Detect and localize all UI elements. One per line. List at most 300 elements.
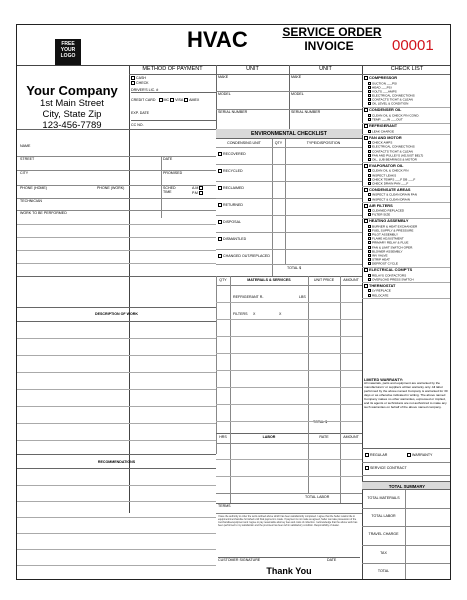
regular-checkbox[interactable] bbox=[365, 453, 369, 457]
col-divider bbox=[272, 139, 273, 276]
write-line[interactable] bbox=[17, 501, 216, 502]
signature-label: CUSTOMER SIGNATURE bbox=[218, 558, 261, 562]
work-to-perform-field[interactable]: WORK TO BE PERFORMED bbox=[20, 211, 67, 215]
write-line[interactable] bbox=[17, 423, 216, 424]
pm-checkbox[interactable] bbox=[199, 191, 203, 195]
item-checkbox[interactable] bbox=[368, 289, 371, 292]
materials-qty-head: QTY bbox=[219, 278, 227, 282]
checklist-item-label: CLEANED REPLACED bbox=[372, 208, 405, 213]
checklist-section bbox=[364, 124, 397, 128]
invoice-number: 00001 bbox=[392, 37, 434, 54]
checklist-item bbox=[368, 262, 398, 266]
warranty-label: WARRANTY bbox=[412, 453, 433, 457]
checklist-section bbox=[364, 188, 411, 192]
mc-label: MC bbox=[163, 98, 170, 102]
row-line bbox=[216, 249, 362, 250]
item-checkbox[interactable] bbox=[368, 258, 371, 261]
row-line bbox=[216, 264, 362, 265]
warranty-text: All materials, parts and equipment are warranted by the manufacturers' or suppliers written warranty only. All labor performed by the above named Company is warranted for 30 days or as otherwise indicated in writing. The above named Company makes no other warranties, expressed or implied, and its agents or technicians are not authorized to make any such warranties on behalf of the above named company. bbox=[364, 381, 448, 409]
write-line[interactable] bbox=[17, 237, 216, 238]
checklist-item-label: OIL LEVEL & CONDITION bbox=[372, 101, 409, 106]
payment-check bbox=[131, 81, 149, 85]
row-line[interactable] bbox=[216, 370, 362, 371]
am-option bbox=[192, 186, 204, 190]
unit1-make[interactable]: MAKE bbox=[218, 75, 229, 79]
summary-value-field[interactable] bbox=[406, 526, 451, 544]
write-line[interactable] bbox=[17, 565, 216, 566]
item-checkbox[interactable] bbox=[368, 82, 371, 85]
col-divider bbox=[161, 156, 162, 218]
checklist-section bbox=[364, 164, 403, 168]
company-block bbox=[17, 83, 127, 131]
amex-checkbox[interactable] bbox=[184, 98, 188, 102]
technician-field[interactable]: TECHNICIAN bbox=[20, 199, 42, 203]
cash-checkbox[interactable] bbox=[131, 76, 135, 80]
env-col-service: CONDENSING UNIT bbox=[227, 141, 261, 145]
summary-value-field[interactable] bbox=[406, 490, 451, 508]
labor-hrs-head: HRS bbox=[219, 435, 227, 439]
write-line[interactable] bbox=[17, 485, 216, 486]
row-line[interactable] bbox=[216, 459, 362, 460]
row-line[interactable] bbox=[216, 421, 362, 422]
write-line[interactable] bbox=[17, 372, 216, 373]
pm-option bbox=[192, 191, 204, 195]
item-checkbox[interactable] bbox=[368, 225, 371, 228]
checklist-item-label: INV VALVE bbox=[372, 253, 388, 257]
item-checkbox[interactable] bbox=[368, 182, 371, 185]
credit-card-label: CREDIT CARD bbox=[131, 98, 156, 102]
item-checkbox[interactable] bbox=[368, 169, 371, 172]
item-checkbox[interactable] bbox=[368, 237, 371, 240]
item-checkbox[interactable] bbox=[368, 254, 371, 257]
checklist-head: CHECK LIST bbox=[390, 66, 424, 72]
row-line bbox=[17, 198, 216, 199]
env-checkbox[interactable] bbox=[218, 237, 222, 241]
checklist-section-title: CONDENSATE AREAS bbox=[369, 186, 411, 192]
checklist-item bbox=[368, 130, 394, 134]
filters-row: FILTERS bbox=[233, 312, 248, 316]
row-line bbox=[216, 164, 362, 165]
item-checkbox[interactable] bbox=[368, 246, 371, 249]
unit2-model[interactable]: MODEL bbox=[291, 92, 304, 96]
description-head: DESCRIPTION OF WORK bbox=[95, 312, 138, 316]
item-checkbox[interactable] bbox=[368, 145, 371, 148]
env-row bbox=[218, 152, 246, 156]
summary-value-field[interactable] bbox=[406, 508, 451, 526]
item-checkbox[interactable] bbox=[368, 174, 371, 177]
item-checkbox[interactable] bbox=[368, 141, 371, 144]
env-row bbox=[218, 237, 246, 241]
row-line bbox=[17, 454, 216, 455]
item-checkbox[interactable] bbox=[368, 114, 371, 117]
item-checkbox[interactable] bbox=[368, 213, 371, 216]
write-line[interactable] bbox=[17, 549, 216, 550]
row-line bbox=[216, 493, 362, 494]
checklist-item-label: CHECK AMPS bbox=[372, 140, 393, 145]
env-row bbox=[218, 169, 243, 173]
promised-field[interactable]: PROMISED bbox=[163, 171, 183, 175]
item-checkbox[interactable] bbox=[368, 241, 371, 244]
row-line bbox=[17, 156, 216, 157]
warranty-block bbox=[364, 378, 450, 410]
doc-title-service-order: SERVICE ORDER bbox=[282, 25, 382, 39]
row-line bbox=[17, 307, 216, 308]
regular-label: REGULAR bbox=[370, 453, 388, 457]
checklist-section-title: AIR FILTERS bbox=[369, 202, 393, 208]
env-row-label: RETURNED bbox=[223, 203, 243, 207]
env-row-label: RECLAIMED bbox=[223, 186, 244, 190]
checklist-item-label: FLAME ADJUSTMENT bbox=[372, 236, 404, 241]
summary-head: TOTAL SUMMARY bbox=[362, 481, 451, 490]
unit-head-1: UNIT bbox=[246, 66, 259, 72]
checklist-section bbox=[364, 219, 408, 223]
env-head: ENVIRONMENTAL CHECKLIST bbox=[216, 129, 362, 139]
write-line[interactable] bbox=[17, 533, 216, 534]
page-title: HVAC bbox=[187, 27, 248, 52]
env-total: TOTAL $ bbox=[287, 266, 302, 270]
env-checkbox[interactable] bbox=[218, 254, 222, 258]
row-line bbox=[216, 215, 362, 216]
col-divider bbox=[230, 276, 231, 433]
item-checkbox[interactable] bbox=[368, 250, 371, 253]
write-line[interactable] bbox=[17, 389, 216, 390]
checklist-item-label: PRIMARY RELAY & FLUE bbox=[372, 240, 409, 245]
checklist-item-label: CHECK DRAIN PAN ___F bbox=[372, 181, 409, 185]
checklist-item bbox=[368, 294, 388, 298]
item-checkbox[interactable] bbox=[368, 262, 371, 265]
summary-value-field[interactable] bbox=[406, 563, 451, 580]
signature-date-label: DATE bbox=[327, 558, 337, 562]
env-row bbox=[218, 203, 243, 207]
sched-time-label: SCHED TIME bbox=[163, 186, 176, 195]
materials-total: TOTAL $ bbox=[313, 420, 328, 424]
checklist-item-label: CONTACTS TIGHT & CLEAN bbox=[372, 97, 413, 102]
item-checkbox[interactable] bbox=[368, 98, 371, 101]
checklist-section bbox=[364, 108, 401, 112]
unit2-serial[interactable]: SERIAL NUMBER bbox=[291, 110, 321, 114]
env-row-label: RECYCLED bbox=[223, 169, 243, 173]
service-contract-option bbox=[365, 466, 407, 470]
item-checkbox[interactable] bbox=[368, 193, 371, 196]
row-line[interactable] bbox=[216, 476, 362, 477]
item-checkbox[interactable] bbox=[368, 90, 371, 93]
checklist-section bbox=[364, 204, 393, 208]
write-line[interactable] bbox=[17, 224, 216, 225]
env-checkbox[interactable] bbox=[218, 152, 222, 156]
amex-label: AMEX bbox=[189, 98, 200, 102]
write-line[interactable] bbox=[17, 338, 216, 339]
item-checkbox[interactable] bbox=[368, 294, 371, 297]
item-checkbox[interactable] bbox=[368, 229, 371, 232]
row-line[interactable] bbox=[216, 404, 362, 405]
summary-label: TOTAL MATERIALS bbox=[367, 496, 400, 500]
checklist-section bbox=[364, 136, 402, 140]
item-checkbox[interactable] bbox=[368, 278, 371, 281]
env-col-qty: QTY bbox=[274, 141, 283, 145]
checklist-item-label: DEFROST CYCLE bbox=[372, 261, 398, 266]
checklist-item-label: CLEAN OIL & CHECK FIN COND. bbox=[372, 113, 420, 118]
checklist-section bbox=[364, 268, 412, 272]
item-checkbox[interactable] bbox=[368, 130, 371, 133]
row-line bbox=[17, 129, 129, 130]
logo-line: FREE bbox=[61, 41, 75, 47]
item-checkbox[interactable] bbox=[368, 154, 371, 157]
labor-amount-head: AMOUNT bbox=[343, 435, 359, 439]
item-checkbox[interactable] bbox=[368, 198, 371, 201]
check-checkbox[interactable] bbox=[131, 81, 135, 85]
section-checkbox[interactable] bbox=[364, 284, 368, 288]
checklist-section-title: EVAPORATOR OIL bbox=[369, 162, 404, 168]
cc-no-field[interactable]: CC NO. bbox=[131, 123, 144, 127]
checklist-item-label: FILTER SIZE bbox=[372, 212, 391, 217]
name-field[interactable]: NAME bbox=[20, 144, 31, 148]
row-line[interactable] bbox=[216, 387, 362, 388]
date-field[interactable]: DATE bbox=[163, 157, 173, 161]
env-col-type: TYPE/DISPOSITION bbox=[306, 141, 341, 145]
logo-box bbox=[55, 39, 81, 65]
item-checkbox[interactable] bbox=[368, 86, 371, 89]
row-line bbox=[362, 462, 451, 463]
visa-label: VISA bbox=[175, 98, 184, 102]
labor-head: LABOR bbox=[262, 435, 276, 439]
warranty-checkbox[interactable] bbox=[407, 453, 411, 457]
service-contract-label: SERVICE CONTRACT bbox=[370, 466, 407, 470]
checklist-item-label: BLOWER ASSEMBLY bbox=[372, 248, 403, 253]
checklist-section-title: CONDENSER OIL bbox=[369, 107, 402, 113]
refrigerant-row: REFRIGERANT R- bbox=[233, 295, 264, 299]
section-checkbox[interactable] bbox=[364, 164, 368, 168]
head-underline bbox=[129, 74, 451, 75]
warranty-option bbox=[407, 453, 432, 457]
item-checkbox[interactable] bbox=[368, 150, 371, 153]
env-checkbox[interactable] bbox=[218, 169, 222, 173]
col-divider bbox=[308, 433, 309, 493]
item-checkbox[interactable] bbox=[368, 233, 371, 236]
env-row-label: DISMANTLED bbox=[223, 237, 247, 241]
materials-head: MATERIALS & SERVICES bbox=[247, 278, 291, 282]
checklist-item-label: CHECK TEMPS ___F DB ___F bbox=[372, 176, 416, 181]
checklist-section bbox=[364, 76, 397, 80]
row-line bbox=[362, 448, 451, 449]
auth-text: I have the authority to order the work outlined above which has been satisfactorily completed. I agree that the Seller retains title to equipment/merchandise furnished until final payment is made. If payment is not made as agreed, Seller can take possession of the merchandise/equipment and I agree to pay reasonable attorney fees and costs of collection. I acknowledge that the above work has been performed to my satisfaction and the premises has been left in satisfactory condition. Responsibility of dealer. bbox=[218, 515, 358, 527]
row-line[interactable] bbox=[216, 336, 362, 337]
checklist-section-title: FAN AND MOTOR bbox=[369, 134, 402, 140]
row-line bbox=[129, 129, 216, 130]
row-line bbox=[17, 468, 216, 469]
row-line bbox=[17, 276, 216, 277]
row-line bbox=[362, 298, 451, 299]
item-checkbox[interactable] bbox=[368, 118, 371, 121]
row-line bbox=[362, 475, 451, 476]
street-field[interactable]: STREET bbox=[20, 157, 35, 161]
row-line bbox=[216, 443, 362, 444]
env-row-label: CHANGED OUT/REPLACED bbox=[223, 254, 270, 258]
write-line[interactable] bbox=[17, 406, 216, 407]
recommendations-head: RECOMMENDATIONS bbox=[97, 460, 136, 464]
checklist-item-label: ELECTRICAL CONNECTIONS bbox=[372, 144, 415, 149]
refrigerant-unit: LBS bbox=[299, 295, 306, 299]
checklist-item bbox=[368, 213, 390, 217]
env-checkbox[interactable] bbox=[218, 220, 222, 224]
exp-date-field[interactable]: EXP. DATE bbox=[131, 111, 216, 121]
am-checkbox[interactable] bbox=[199, 186, 203, 190]
row-line bbox=[216, 513, 362, 514]
invoice-form bbox=[16, 24, 451, 580]
summary-label: TOTAL bbox=[377, 568, 390, 573]
checklist-section-title: COMPRESSOR bbox=[369, 75, 398, 81]
unit1-serial[interactable]: SERIAL NUMBER bbox=[218, 110, 248, 114]
item-checkbox[interactable] bbox=[368, 102, 371, 105]
env-row-label: RECOVERED bbox=[223, 152, 246, 156]
total-labor: TOTAL LABOR bbox=[305, 495, 330, 499]
warranty-head: LIMITED WARRANTY: bbox=[364, 378, 404, 382]
checklist-section-title: THERMOSTAT bbox=[369, 282, 396, 288]
terms-label: TERMS bbox=[218, 504, 231, 508]
checklist-item-label: RELAYS CONTACTORS bbox=[372, 272, 407, 277]
row-line bbox=[17, 170, 216, 171]
checklist-item bbox=[368, 118, 403, 122]
checklist-section-title: HEATING ASSEMBLY bbox=[369, 218, 409, 224]
env-row bbox=[218, 186, 244, 190]
col-divider bbox=[129, 65, 130, 513]
checklist-item-label: HEAD ___PSI bbox=[372, 85, 392, 89]
customer-block bbox=[17, 141, 216, 249]
section-checkbox[interactable] bbox=[364, 268, 368, 272]
checklist-item-label: ELECTRICAL CONNECTIONS bbox=[372, 93, 415, 98]
row-line bbox=[216, 147, 362, 148]
company-phone: 123-456-7789 bbox=[42, 120, 102, 131]
write-line[interactable] bbox=[17, 250, 216, 251]
checklist-item-label: LEAK CHARGE bbox=[372, 128, 395, 133]
env-checkbox[interactable] bbox=[218, 186, 222, 190]
row-line bbox=[216, 232, 362, 233]
labor-rate-head: RATE bbox=[319, 435, 329, 439]
thank-you: Thank You bbox=[266, 566, 312, 576]
env-checkbox[interactable] bbox=[218, 203, 222, 207]
logo-line: YOUR bbox=[60, 47, 76, 53]
summary-label: TRAVEL CHARGE bbox=[368, 532, 399, 537]
row-line[interactable] bbox=[216, 302, 362, 303]
checklist-item-label: TEMP. ___IN ___OUT bbox=[372, 117, 403, 122]
col-divider bbox=[362, 65, 363, 580]
row-line[interactable] bbox=[216, 353, 362, 354]
item-checkbox[interactable] bbox=[368, 274, 371, 277]
unit2-make[interactable]: MAKE bbox=[291, 75, 302, 79]
unit-head-2: UNIT bbox=[319, 66, 332, 72]
section-checkbox[interactable] bbox=[364, 204, 368, 208]
checklist-item-label: LV REPLACE bbox=[372, 288, 391, 293]
section-checkbox[interactable] bbox=[364, 219, 368, 223]
section-checkbox[interactable] bbox=[364, 188, 368, 192]
col-divider bbox=[308, 276, 309, 433]
doc-title-invoice: INVOICE bbox=[304, 39, 354, 53]
checklist-item-label: INSPECT & CLEAN DRAIN PAN bbox=[372, 192, 417, 197]
amount-head: AMOUNT bbox=[343, 278, 359, 282]
city-field[interactable]: CITY bbox=[20, 171, 29, 175]
col-divider bbox=[340, 276, 341, 433]
pm-label: P.M bbox=[192, 191, 198, 195]
env-row-label: DISPOSAL bbox=[223, 220, 241, 224]
checklist-item-label: FAN & LIMIT SWITCH OPER. bbox=[372, 244, 414, 249]
checklist-item bbox=[368, 198, 410, 202]
service-contract-checkbox[interactable] bbox=[365, 466, 369, 470]
filters-x2: X bbox=[279, 312, 282, 316]
logo-line: LOGO bbox=[60, 53, 76, 59]
row-line bbox=[216, 91, 362, 92]
checklist-item-label: FAN AND PULLEYS (ADJUST BELT) bbox=[372, 152, 424, 157]
checklist-item-label: SUCTION ___PSI bbox=[372, 80, 397, 85]
row-line[interactable] bbox=[216, 319, 362, 320]
checklist-item-label: INSPECT LEAKS bbox=[372, 172, 397, 177]
checklist-item-label: CONTACTS TIGHT & CLEAN bbox=[372, 148, 413, 153]
unit-price-head: UNIT PRICE bbox=[313, 278, 335, 282]
company-city: City, State Zip bbox=[42, 109, 102, 120]
checklist-item bbox=[368, 158, 417, 162]
section-checkbox[interactable] bbox=[364, 76, 368, 80]
checklist-item-label: RELOCATE bbox=[372, 292, 389, 297]
checklist-item-label: BURNER & HEAT EXCHANGER bbox=[372, 224, 418, 229]
env-row bbox=[218, 220, 241, 224]
phone-home-field[interactable]: PHONE (HOME) bbox=[20, 186, 47, 190]
item-checkbox[interactable] bbox=[368, 178, 371, 181]
row-line bbox=[216, 181, 362, 182]
checklist-item-label: OVERLOAD PRESS SWITCH bbox=[372, 277, 414, 281]
visa-checkbox[interactable] bbox=[170, 98, 174, 102]
section-checkbox[interactable] bbox=[364, 124, 368, 128]
item-checkbox[interactable] bbox=[368, 94, 371, 97]
env-row bbox=[218, 254, 270, 258]
checklist-item bbox=[368, 102, 408, 106]
phone-work-field[interactable]: PHONE (WORK) bbox=[97, 186, 125, 190]
checklist-section-title: ELECTRICAL COMP'TS bbox=[369, 267, 413, 273]
section-checkbox[interactable] bbox=[364, 136, 368, 140]
checklist-item-label: CLEAN OIL & CHECK FIN bbox=[372, 168, 409, 173]
drivers-lic-field[interactable]: DRIVER'S LIC. # bbox=[131, 88, 216, 93]
checklist-item-label: FUEL SUPPLY & PRESSURE bbox=[372, 228, 414, 233]
item-checkbox[interactable] bbox=[368, 209, 371, 212]
company-street: 1st Main Street bbox=[40, 98, 104, 109]
regular-option bbox=[365, 453, 387, 457]
checklist-item-label: OIL, LUB BEARINGS & MOTOR bbox=[372, 157, 417, 161]
col-divider bbox=[285, 139, 286, 264]
checklist-item bbox=[368, 278, 414, 282]
payment-cash bbox=[131, 76, 146, 80]
summary-label: TAX bbox=[380, 550, 387, 555]
checklist-section-title: REFRIGERANT bbox=[369, 123, 398, 129]
checklist-item-label: VOLTS ___AMPS bbox=[372, 89, 397, 94]
checklist-item-label: INSPECT & CLEAN DRAIN bbox=[372, 196, 410, 201]
section-checkbox[interactable] bbox=[364, 108, 368, 112]
write-line[interactable] bbox=[17, 355, 216, 356]
checklist-section bbox=[364, 284, 395, 288]
filters-x1: X bbox=[253, 312, 256, 316]
write-line[interactable] bbox=[17, 263, 216, 264]
credit-card-row bbox=[131, 98, 199, 102]
payment-head: METHOD OF PAYMENT bbox=[142, 66, 203, 72]
mc-checkbox[interactable] bbox=[159, 98, 163, 102]
row-line bbox=[216, 285, 362, 286]
company-name: Your Company bbox=[26, 83, 118, 98]
write-line[interactable] bbox=[17, 517, 216, 518]
summary-value-field[interactable] bbox=[406, 545, 451, 563]
checklist-item-label: STRIP HEAT bbox=[372, 257, 390, 262]
row-line bbox=[216, 503, 362, 504]
write-line[interactable] bbox=[17, 440, 216, 441]
unit1-model[interactable]: MODEL bbox=[218, 92, 231, 96]
summary-label: TOTAL LABOR bbox=[371, 514, 396, 519]
checklist-item bbox=[368, 182, 408, 186]
item-checkbox[interactable] bbox=[368, 158, 371, 161]
